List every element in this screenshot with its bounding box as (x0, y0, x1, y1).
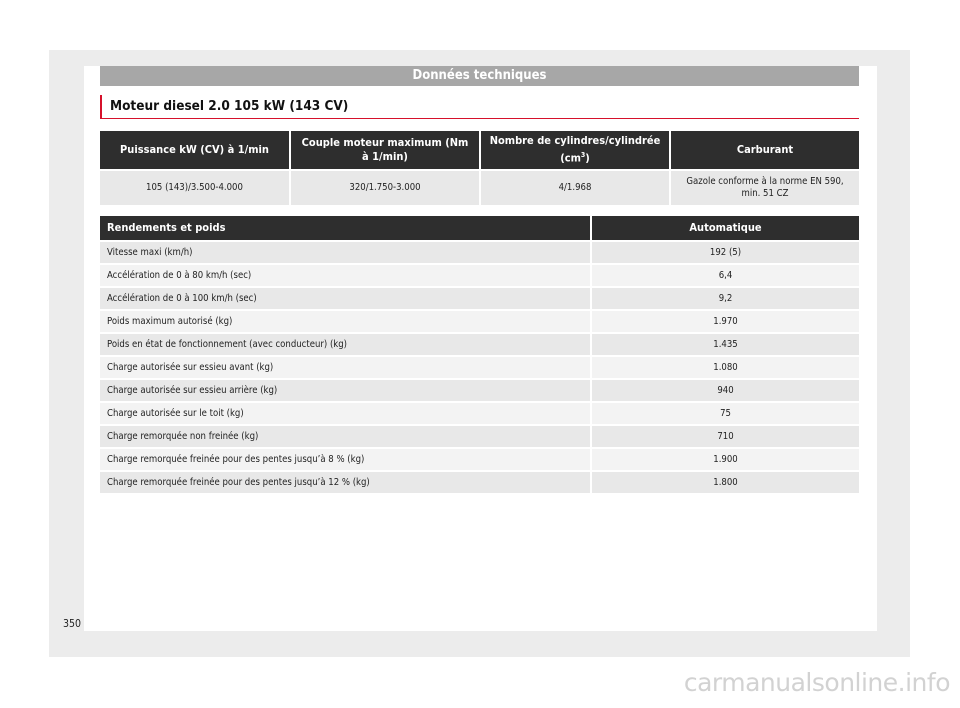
table-header-row (100, 131, 859, 170)
header-performance: Rendements et poids (100, 216, 591, 241)
row-value: 940 (591, 379, 859, 402)
row-label: Vitesse maxi (km/h) (100, 241, 591, 264)
header-cylinders (480, 131, 670, 170)
row-value: 1.970 (591, 310, 859, 333)
row-label: Charge remorquée freinée pour des pentes jusqu’à 8 % (kg) (100, 448, 591, 471)
row-label: Accélération de 0 à 100 km/h (sec) (100, 287, 591, 310)
table-row (100, 402, 859, 425)
row-value: 1.435 (591, 333, 859, 356)
table-row (100, 264, 859, 287)
table-row (100, 379, 859, 402)
row-label: Charge remorquée non freinée (kg) (100, 425, 591, 448)
table-row (100, 425, 859, 448)
table-row (100, 471, 859, 493)
table-row (100, 448, 859, 471)
cell-fuel: Gazole conforme à la norme EN 590, min. 51 CZ (670, 170, 859, 205)
row-label: Poids maximum autorisé (kg) (100, 310, 591, 333)
cell-power: 105 (143)/3.500-4.000 (100, 170, 290, 205)
table-row (100, 356, 859, 379)
row-label: Charge autorisée sur essieu avant (kg) (100, 356, 591, 379)
row-label: Accélération de 0 à 80 km/h (sec) (100, 264, 591, 287)
section-title-text: Moteur diesel 2.0 105 kW (143 CV) (110, 98, 349, 114)
header-cylinders-close: ) (585, 151, 590, 165)
table-header-row (100, 216, 859, 241)
row-value: 1.080 (591, 356, 859, 379)
engine-specs-table (100, 131, 859, 205)
row-value: 9,2 (591, 287, 859, 310)
row-value: 6,4 (591, 264, 859, 287)
table-row (100, 333, 859, 356)
header-cylinders-text: Nombre de cylindres/cylindrée (cm (489, 134, 661, 165)
cell-torque: 320/1.750-3.000 (290, 170, 480, 205)
header-automatic: Automatique (591, 216, 859, 241)
section-heading (100, 95, 859, 119)
table-row (100, 170, 859, 205)
watermark-text: carmanualsonline.info (683, 668, 950, 697)
row-value: 1.800 (591, 471, 859, 493)
row-label: Charge autorisée sur essieu arrière (kg) (100, 379, 591, 402)
table-row (100, 287, 859, 310)
chapter-banner: Données techniques (100, 66, 859, 86)
performance-weights-table (100, 216, 859, 493)
table-row (100, 241, 859, 264)
row-value: 75 (591, 402, 859, 425)
row-value: 710 (591, 425, 859, 448)
row-label: Poids en état de fonctionnement (avec conducteur) (kg) (100, 333, 591, 356)
row-value: 1.900 (591, 448, 859, 471)
row-label: Charge autorisée sur le toit (kg) (100, 402, 591, 425)
page-number: 350 (63, 618, 82, 630)
row-label: Charge remorquée freinée pour des pentes jusqu’à 12 % (kg) (100, 471, 591, 493)
header-cylinders-sup: 3 (580, 151, 586, 160)
header-fuel: Carburant (670, 131, 859, 170)
header-power: Puissance kW (CV) à 1/min (100, 131, 290, 170)
row-value: 192 (5) (591, 241, 859, 264)
cell-cylinders: 4/1.968 (480, 170, 670, 205)
table-row (100, 310, 859, 333)
header-torque: Couple moteur maximum (Nm à 1/min) (290, 131, 480, 170)
